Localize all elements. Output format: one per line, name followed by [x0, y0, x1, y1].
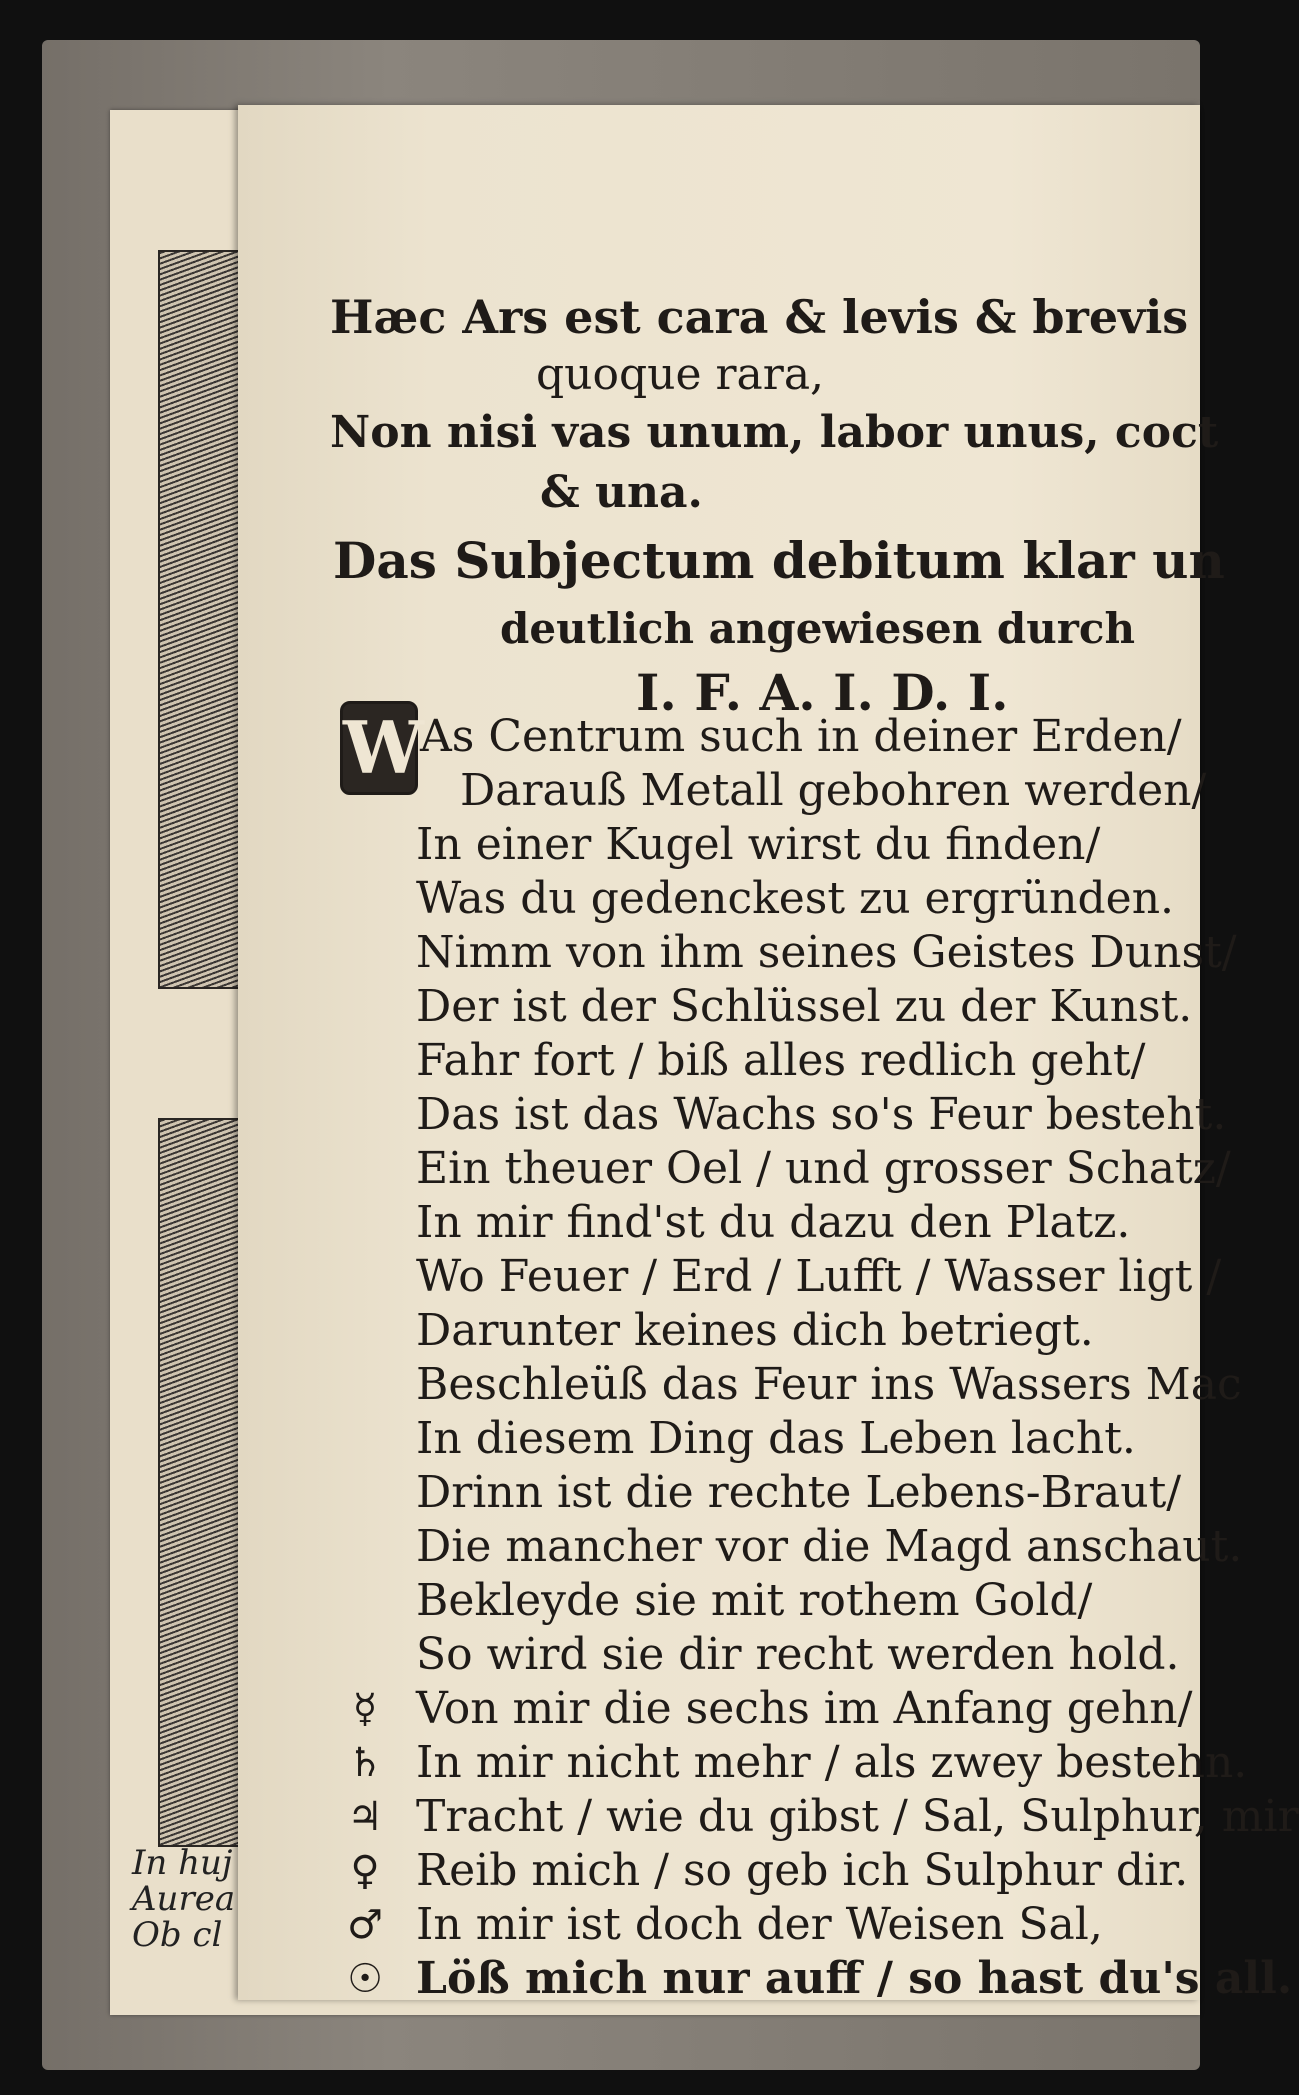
poem-line: In einer Kugel wirst du finden/ [416, 819, 1101, 870]
poem-line: Die mancher vor die Magd anschaut. [416, 1521, 1243, 1572]
poem-line: Löß mich nur auff / so hast du's all. [416, 1953, 1293, 2004]
poem-line: Was du gedenckest zu ergründen. [416, 873, 1175, 924]
poem-line: Beschleüß das Feur ins Wassers Mac [416, 1359, 1242, 1410]
poem-line: Tracht / wie du gibst / Sal, Sulphur, mir [416, 1791, 1299, 1842]
mars-symbol-icon: ♂ [347, 1902, 383, 1948]
mercury-symbol-icon: ☿ [352, 1686, 378, 1732]
poem-line: In mir find'st du dazu den Platz. [416, 1197, 1131, 1248]
heading-line-1: Das Subjectum debitum klar un [333, 531, 1225, 590]
latin-verse-line-1: Hæc Ars est cara & levis & brevis [330, 290, 1189, 344]
jupiter-symbol-icon: ♃ [347, 1794, 383, 1840]
poem-line: Fahr fort / biß alles redlich geht/ [416, 1035, 1146, 1086]
poem-line: Bekleyde sie mit rothem Gold/ [416, 1575, 1093, 1626]
plate-caption [132, 1845, 242, 1953]
poem-line: Wo Feuer / Erd / Lufft / Wasser ligt / [416, 1251, 1222, 1302]
latin-verse-line-2: quoque rara, [536, 349, 825, 400]
poem-line: Nimm von ihm seines Geistes Dunst/ [416, 927, 1237, 978]
plate-caption-line: Aurea [132, 1879, 236, 1919]
plate-caption-line: Ob cl [132, 1915, 223, 1955]
poem-line: Der ist der Schlüssel zu der Kunst. [416, 981, 1193, 1032]
poem-line: In mir nicht mehr / als zwey bestehn. [416, 1737, 1248, 1788]
poem-line: In diesem Ding das Leben lacht. [416, 1413, 1136, 1464]
text-page [238, 105, 1299, 2004]
engraving-plate-top [158, 250, 244, 989]
initial-letter: W [340, 701, 418, 795]
poem-line: As Centrum such in deiner Erden/ [420, 711, 1182, 762]
engraving-plate-bottom [158, 1118, 244, 1847]
poem-line: Reib mich / so geb ich Sulphur dir. [416, 1845, 1189, 1896]
poem-line: So wird sie dir recht werden hold. [416, 1629, 1180, 1680]
poem-line: Darunter keines dich betriegt. [416, 1305, 1094, 1356]
sun-symbol-icon: ☉ [347, 1956, 383, 2002]
poem-line: Darauß Metall gebohren werden/ [460, 765, 1207, 816]
plate-caption-line: In huj [132, 1843, 233, 1883]
heading-line-2: deutlich angewiesen durch [500, 604, 1136, 653]
poem-line: Ein theuer Oel / und grosser Schatz/ [416, 1143, 1231, 1194]
poem-line: Drinn ist die rechte Lebens-Braut/ [416, 1467, 1182, 1518]
poem-line: Das ist das Wachs so's Feur besteht. [416, 1089, 1227, 1140]
venus-symbol-icon: ♀ [350, 1848, 380, 1894]
saturn-symbol-icon: ♄ [347, 1740, 383, 1786]
poem-line: Von mir die sechs im Anfang gehn/ [416, 1683, 1193, 1734]
heading-line-3: I. F. A. I. D. I. [636, 663, 1009, 722]
poem-line: In mir ist doch der Weisen Sal, [416, 1899, 1103, 1950]
page-text [238, 105, 1299, 2004]
latin-verse-line-4: & una. [540, 467, 703, 518]
latin-verse-line-3: Non nisi vas unum, labor unus, coct [330, 407, 1219, 458]
